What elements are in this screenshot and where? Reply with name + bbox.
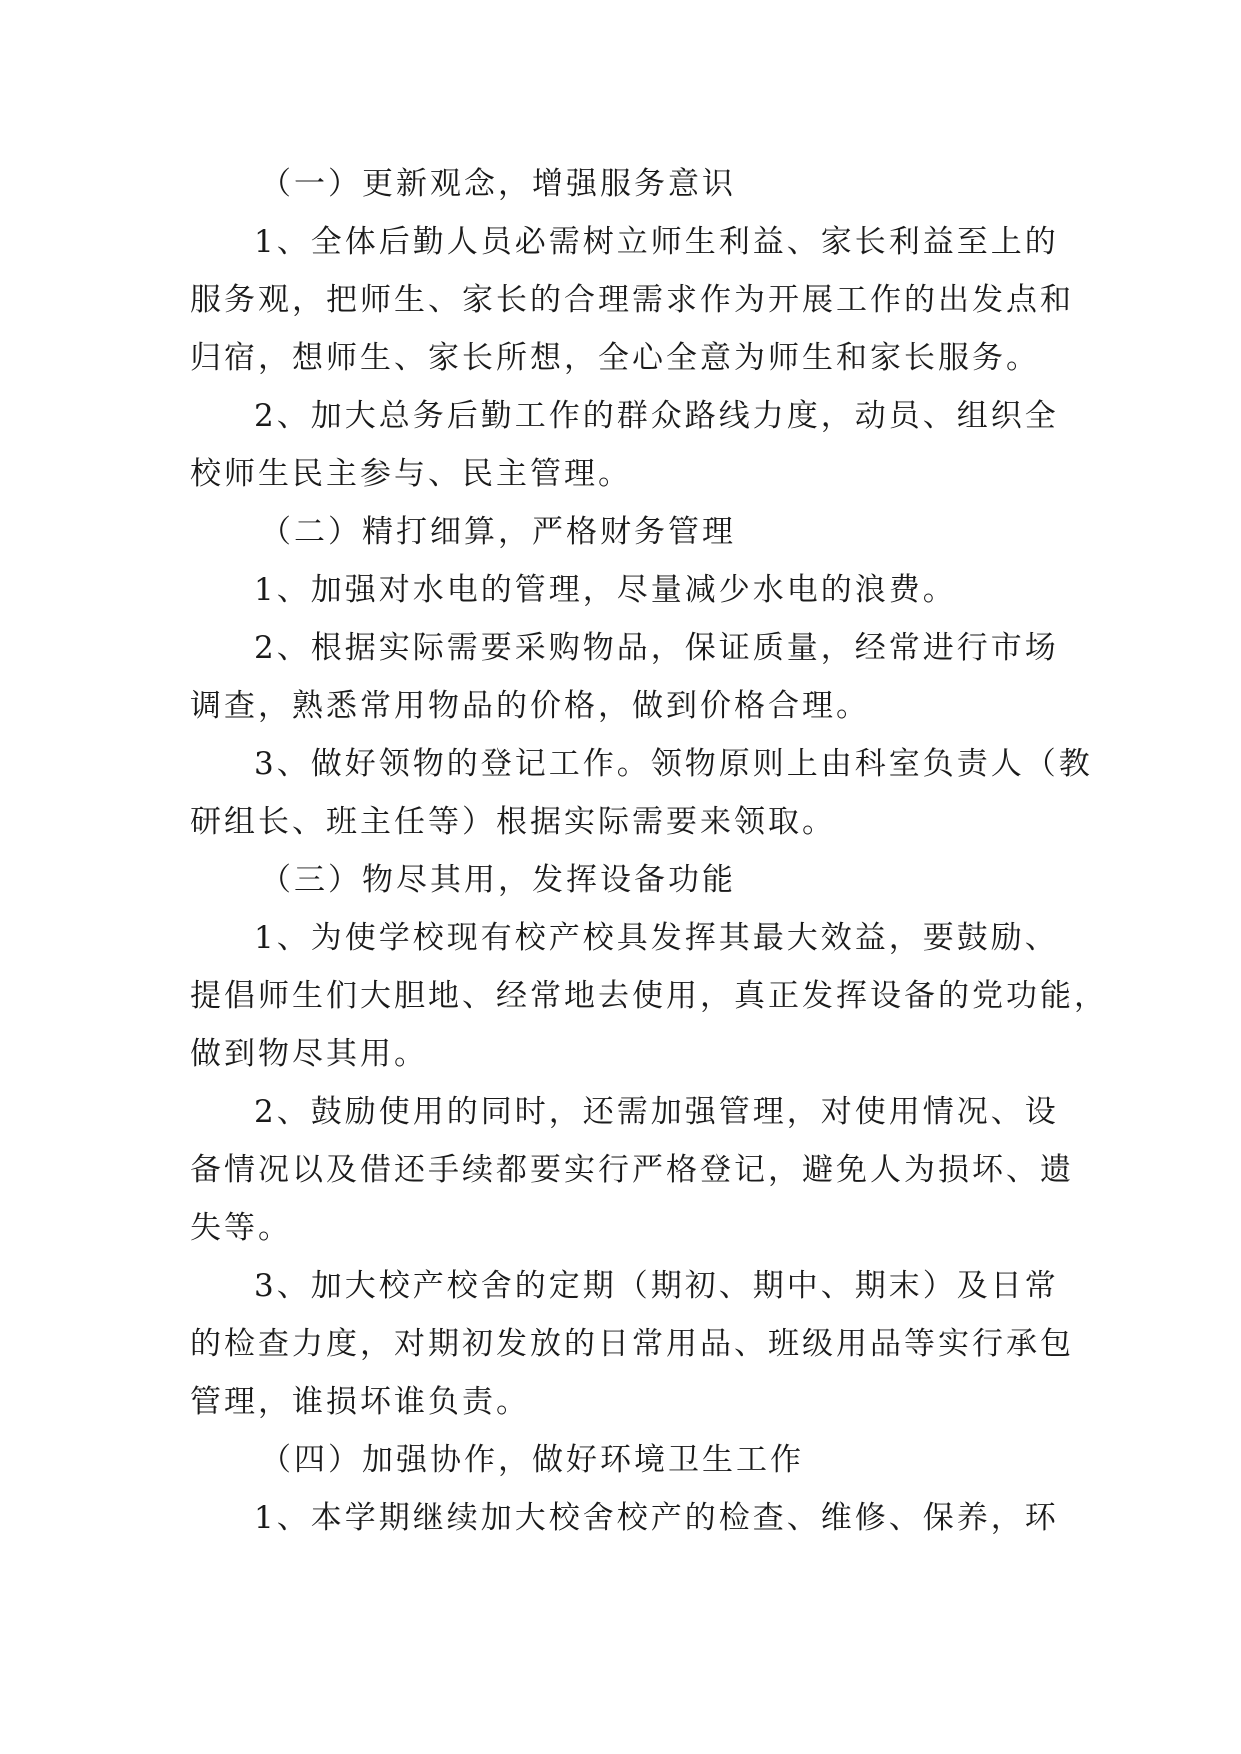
document-body [190, 155, 1108, 1547]
paragraph-line: 3、加大校产校舍的定期（期初、期中、期末）及日常 [254, 1268, 1059, 1304]
section-heading-2: （二）精打细算，严格财务管理 [260, 514, 736, 550]
paragraph-line: 1、为使学校现有校产校具发挥其最大效益，要鼓励、 [254, 920, 1059, 956]
section-heading-4: （四）加强协作，做好环境卫生工作 [260, 1442, 804, 1478]
paragraph-line: 3、做好领物的登记工作。领物原则上由科室负责人（教 [254, 746, 1093, 782]
paragraph-line: 失等。 [190, 1210, 292, 1246]
section-heading-1: （一）更新观念，增强服务意识 [260, 166, 736, 202]
paragraph-line: 服务观，把师生、家长的合理需求作为开展工作的出发点和 [190, 282, 1074, 318]
paragraph-line: 备情况以及借还手续都要实行严格登记，避免人为损坏、遗 [190, 1152, 1074, 1188]
paragraph-line: 1、加强对水电的管理，尽量减少水电的浪费。 [254, 572, 957, 608]
paragraph-line: 研组长、班主任等）根据实际需要来领取。 [190, 804, 836, 840]
paragraph-line: 管理，谁损坏谁负责。 [190, 1384, 530, 1420]
paragraph-line: 1、本学期继续加大校舍校产的检查、维修、保养，环 [254, 1500, 1059, 1536]
paragraph-line: 做到物尽其用。 [190, 1036, 428, 1072]
paragraph-line: 提倡师生们大胆地、经常地去使用，真正发挥设备的党功能， [190, 978, 1108, 1014]
paragraph-line: 2、加大总务后勤工作的群众路线力度，动员、组织全 [254, 398, 1059, 434]
paragraph-line: 校师生民主参与、民主管理。 [190, 456, 632, 492]
section-heading-3: （三）物尽其用，发挥设备功能 [260, 862, 736, 898]
paragraph-line: 调查，熟悉常用物品的价格，做到价格合理。 [190, 688, 870, 724]
paragraph-line: 的检查力度，对期初发放的日常用品、班级用品等实行承包 [190, 1326, 1074, 1362]
paragraph-line: 1、全体后勤人员必需树立师生利益、家长利益至上的 [254, 224, 1059, 260]
paragraph-line: 归宿，想师生、家长所想，全心全意为师生和家长服务。 [190, 340, 1040, 376]
paragraph-line: 2、鼓励使用的同时，还需加强管理，对使用情况、设 [254, 1094, 1059, 1130]
paragraph-line: 2、根据实际需要采购物品，保证质量，经常进行市场 [254, 630, 1059, 666]
